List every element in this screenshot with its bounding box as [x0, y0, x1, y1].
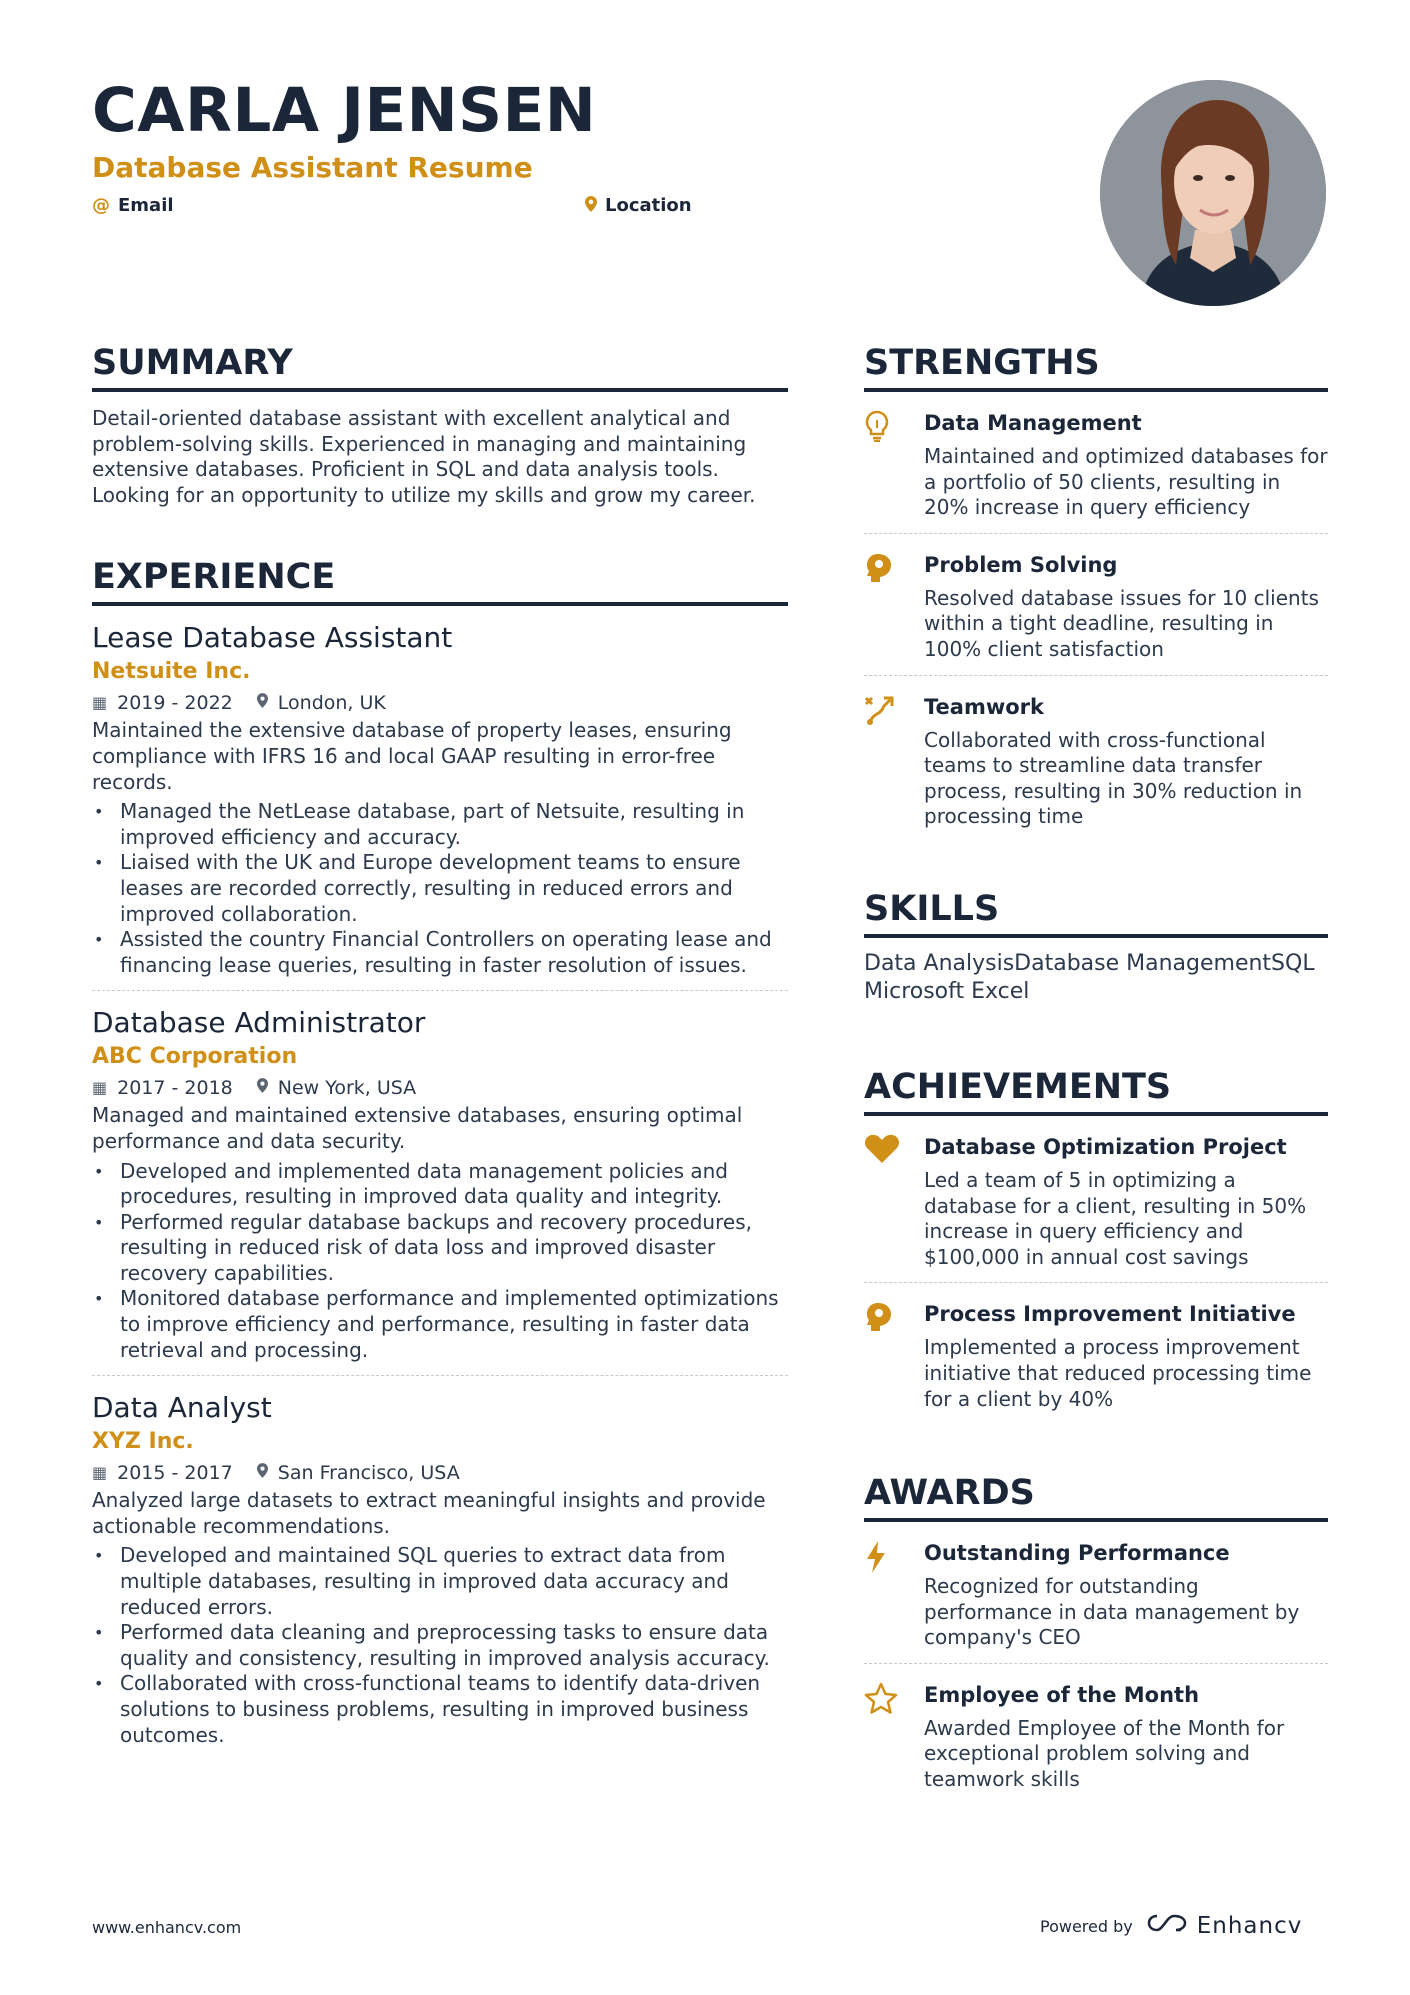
job-location: London, UK: [277, 692, 386, 715]
bullet-item: • Performed data cleaning and preprocessing tasks to ensure data quality and consistency, resulting in improved analysis accuracy.: [92, 1620, 788, 1671]
achievements-section: [864, 1064, 1328, 1424]
summary-section: [92, 340, 788, 508]
experience-section: [92, 554, 788, 1760]
job-description: Managed and maintained extensive databases, ensuring optimal performance and data security.: [92, 1103, 743, 1153]
job-meta: [92, 1073, 788, 1103]
summary-heading: SUMMARY: [92, 340, 788, 392]
company-name: ABC Corporation: [92, 1044, 298, 1070]
skills-section: [864, 886, 1328, 1006]
left-column: [92, 340, 788, 1760]
job-title: Lease Database Assistant: [92, 621, 453, 655]
achievements-heading: ACHIEVEMENTS: [864, 1064, 1328, 1116]
teamwork-route-icon: [864, 692, 924, 830]
candidate-name: CARLA JENSEN: [92, 75, 597, 146]
location-label: Location: [605, 195, 692, 216]
star-icon: [864, 1680, 924, 1793]
head-brain-icon: [864, 550, 924, 663]
job-entry: [92, 606, 788, 991]
strength-title: Data Management: [924, 411, 1142, 435]
map-pin-icon: [585, 196, 597, 216]
job-description: Maintained the extensive database of property leases, ensuring compliance with IFRS 16 and local GAAP resulting in error-free records.: [92, 718, 732, 794]
map-pin-icon: [257, 1458, 268, 1488]
award-title: Employee of the Month: [924, 1682, 1200, 1707]
job-bullets: [92, 1159, 788, 1364]
bullet-item: • Collaborated with cross-functional teams to identify data-driven solutions to business problems, resulting in improved business outcomes.: [92, 1671, 788, 1748]
strength-item: [864, 392, 1328, 534]
footer-branding[interactable]: [1040, 1912, 1302, 1940]
awards-heading: AWARDS: [864, 1470, 1328, 1522]
awards-section: [864, 1470, 1328, 1805]
company-name: Netsuite Inc.: [92, 659, 251, 685]
footer-website-link[interactable]: www.enhancv.com: [92, 1918, 242, 1937]
job-meta: [92, 1458, 788, 1488]
award-title: Outstanding Performance: [924, 1541, 1230, 1566]
award-description: Awarded Employee of the Month for exceptional problem solving and teamwork skills: [924, 1715, 1285, 1792]
strengths-heading: STRENGTHS: [864, 340, 1328, 392]
map-pin-icon: [257, 688, 268, 718]
calendar-icon: ▦: [92, 1463, 108, 1483]
job-location: San Francisco, USA: [277, 1462, 460, 1485]
achievement-description: Implemented a process improvement initiative that reduced processing time for a client by 40%: [924, 1335, 1312, 1411]
award-item: [864, 1664, 1328, 1805]
job-location: New York, USA: [277, 1077, 417, 1100]
job-entry: [92, 991, 788, 1376]
job-dates: 2015 - 2017: [117, 1462, 233, 1485]
bullet-item: • Monitored database performance and implemented optimizations to improve efficiency and performance, resulting in faster data retrieval and processing.: [92, 1286, 788, 1363]
strength-description: Resolved database issues for 10 clients within a tight deadline, resulting in 100% client satisfaction: [924, 585, 1319, 661]
calendar-icon: ▦: [92, 693, 108, 713]
strength-title: Problem Solving: [924, 552, 1118, 577]
contact-email[interactable]: [92, 194, 174, 218]
skills-heading: SKILLS: [864, 886, 1328, 938]
powered-by-label: Powered by: [1040, 1916, 1133, 1936]
job-dates: 2019 - 2022: [117, 692, 233, 715]
strength-title: Teamwork: [924, 694, 1044, 719]
job-bullets: [92, 1543, 788, 1748]
strength-item: [864, 534, 1328, 676]
lightbulb-icon: [864, 408, 924, 521]
job-description: Analyzed large datasets to extract meaningful insights and provide actionable recommendations.: [92, 1488, 766, 1538]
achievement-item: [864, 1283, 1328, 1424]
contact-location: [585, 194, 692, 218]
infinity-logo-icon: [1147, 1912, 1189, 1940]
summary-text: Detail-oriented database assistant with excellent analytical and problem-solving skills. Experienced in managing and maintaining extensive databases. Proficient in SQL and data analysis tools. Looking for an opportunity to utilize my skills and grow my career.: [92, 406, 756, 507]
experience-heading: EXPERIENCE: [92, 554, 788, 606]
bullet-item: • Performed regular database backups and recovery procedures, resulting in reduced risk of data loss and improved disaster recovery capabilities.: [92, 1210, 788, 1287]
heart-icon: [864, 1132, 924, 1270]
bullet-item: • Developed and implemented data management policies and procedures, resulting in improved data quality and integrity.: [92, 1159, 788, 1210]
company-name: XYZ Inc.: [92, 1429, 194, 1455]
bullet-item: • Developed and maintained SQL queries to extract data from multiple databases, resulting in improved data accuracy and reduced errors.: [92, 1543, 788, 1620]
email-label: Email: [118, 195, 174, 216]
calendar-icon: ▦: [92, 1078, 108, 1098]
bullet-item: • Assisted the country Financial Controllers on operating lease and financing lease queries, resulting in faster resolution of issues.: [92, 927, 788, 978]
resume-title: Database Assistant Resume: [92, 151, 533, 184]
strength-description: Collaborated with cross-functional teams to streamline data transfer process, resulting in 30% reduction in processing time: [924, 727, 1303, 829]
achievement-title: Database Optimization Project: [924, 1134, 1287, 1159]
award-item: [864, 1522, 1328, 1664]
at-sign-icon: @: [92, 195, 110, 216]
brand-name: Enhancv: [1196, 1913, 1303, 1939]
job-bullets: [92, 799, 788, 978]
profile-photo: [1100, 80, 1326, 306]
bullet-item: • Liaised with the UK and Europe development teams to ensure leases are recorded correctly, resulting in reduced errors and improved collaboration.: [92, 850, 788, 927]
job-entry: [92, 1376, 788, 1760]
job-title: Data Analyst: [92, 1391, 272, 1425]
lightning-icon: [864, 1538, 924, 1651]
skills-list: Data AnalysisDatabase ManagementSQL Microsoft Excel: [864, 950, 1315, 1004]
strength-description: Maintained and optimized databases for a portfolio of 50 clients, resulting in 20% increase in query efficiency: [924, 444, 1328, 520]
achievement-item: [864, 1116, 1328, 1283]
map-pin-icon: [257, 1073, 268, 1103]
job-meta: [92, 688, 788, 718]
award-description: Recognized for outstanding performance in data management by company's CEO: [924, 1574, 1300, 1650]
job-dates: 2017 - 2018: [117, 1077, 233, 1100]
achievement-description: Led a team of 5 in optimizing a database for a client, resulting in 50% increase in query efficiency and $100,000 in annual cost savings: [924, 1167, 1307, 1269]
strengths-section: [864, 340, 1328, 842]
bullet-item: • Managed the NetLease database, part of Netsuite, resulting in improved efficiency and accuracy.: [92, 799, 788, 850]
strength-item: [864, 676, 1328, 842]
enhancv-logo: [1147, 1912, 1303, 1940]
right-column: [864, 340, 1328, 1805]
head-brain-icon: [864, 1299, 924, 1412]
achievement-title: Process Improvement Initiative: [924, 1302, 1296, 1327]
job-title: Database Administrator: [92, 1006, 426, 1040]
